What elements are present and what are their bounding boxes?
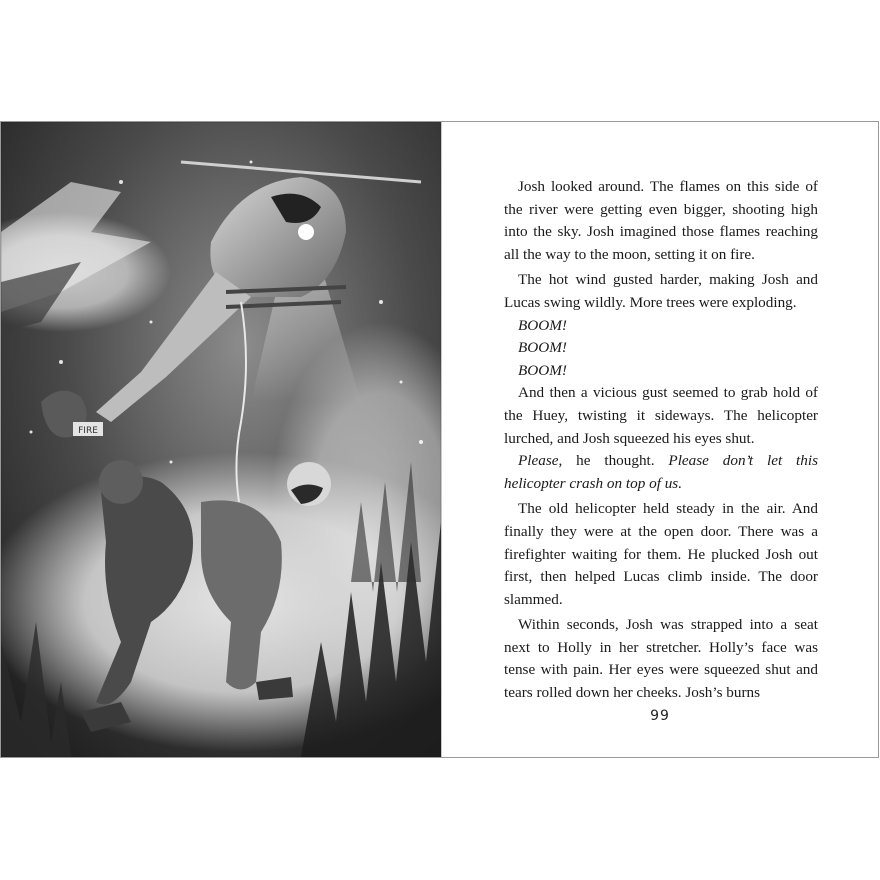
boom-line bbox=[504, 337, 818, 360]
boom-line bbox=[504, 315, 818, 338]
boom-line bbox=[504, 360, 818, 383]
boy-head bbox=[99, 460, 143, 504]
paragraph: Josh looked around. The flames on this side of the river were getting even bigger, shooting high into the sky. Josh imagined those flames reaching all the way to the moon, setting it on fire. bbox=[504, 178, 818, 263]
paragraph-thought bbox=[504, 450, 818, 495]
helicopter-fire-label: FIRE bbox=[78, 426, 98, 436]
searchlight bbox=[298, 224, 314, 240]
thought-text: Please don’t let this helicopter crash on top of us. bbox=[504, 452, 818, 492]
paragraph: The hot wind gusted harder, making Josh and Lucas swing wildly. More trees were exploding. bbox=[504, 271, 818, 311]
paragraph: Within seconds, Josh was strapped into a seat next to Holly in her stretcher. Holly’s face was tense with pain. Her eyes were squeezed shut and tears rolled down her cheeks. Josh’s burns bbox=[504, 616, 818, 702]
helicopter-rescue-illustration bbox=[1, 122, 441, 757]
body-text bbox=[504, 176, 818, 705]
paragraph: And then a vicious gust seemed to grab hold of the Huey, twisting it sideways. The helicopter lurched, and Josh squeezed his eyes shut. bbox=[504, 384, 818, 447]
boom-text: BOOM! bbox=[518, 316, 567, 334]
page-number: 99 bbox=[650, 708, 670, 724]
boom-text: BOOM! bbox=[518, 361, 567, 379]
book-spread bbox=[0, 121, 879, 758]
boom-text: BOOM! bbox=[518, 339, 567, 357]
thought-tag: , he thought. bbox=[558, 452, 669, 470]
thought-word: Please bbox=[518, 452, 559, 470]
illustration bbox=[1, 122, 441, 757]
text-page bbox=[442, 122, 878, 757]
paragraph: The old helicopter held steady in the air. And finally they were at the open door. There was a firefighter waiting for them. He plucked Josh out first, then helped Lucas climb inside. The door slammed. bbox=[504, 500, 818, 608]
